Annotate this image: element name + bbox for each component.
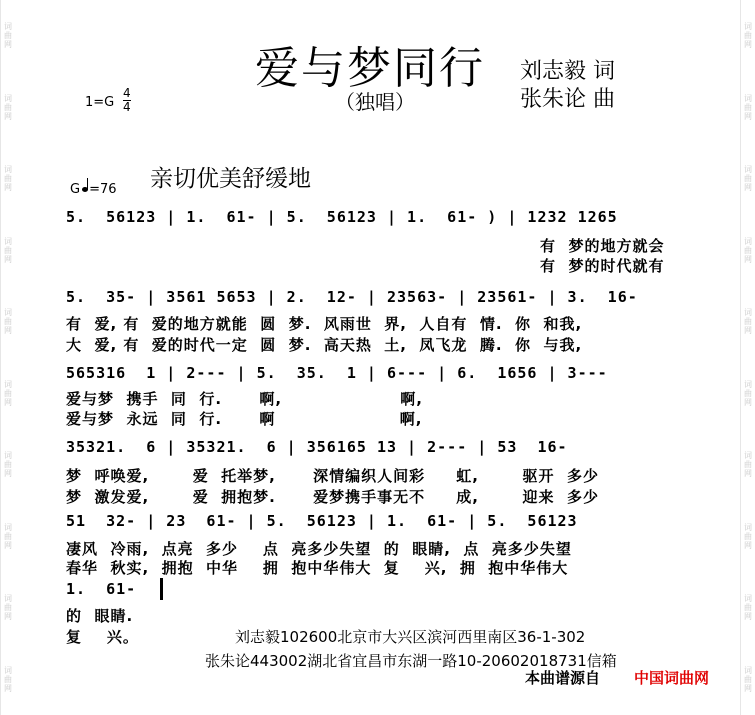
metronome-value: =76 — [89, 182, 117, 197]
watermark-text: 词曲网 — [4, 379, 12, 407]
score-line-5-notes: 51 32- | 23 61- | 5. 56123 | 1. 61- | 5. 56123 — [66, 512, 578, 530]
score-line-6-lyrics-verse-2: 复 兴。 — [66, 628, 139, 646]
tempo-marking: 亲切优美舒缓地 — [150, 166, 311, 192]
score-line-6-lyrics-verse-1: 的 眼睛. — [66, 607, 134, 625]
watermark-text: 词曲网 — [744, 451, 752, 479]
watermark-text: 词曲网 — [4, 236, 12, 264]
source-site-link[interactable]: 中国词曲网 — [634, 669, 710, 687]
watermark-text: 词曲网 — [4, 308, 12, 336]
watermark-text: 词曲网 — [744, 236, 752, 264]
score-line-5-lyrics-verse-2: 春华 秋实, 拥抱 中华 拥 抱中华伟大 复 兴, 拥 抱中华伟大 — [66, 559, 569, 577]
score-line-5-lyrics-verse-1: 凄风 冷雨, 点亮 多少 点 亮多少失望 的 眼睛, 点 亮多少失望 — [66, 540, 572, 558]
score-line-4-lyrics-verse-1: 梦 呼唤爱, 爱 托举梦, 深情编织人间彩 虹, 驱开 多少 — [66, 467, 599, 485]
watermark-text: 词曲网 — [744, 93, 752, 121]
song-title: 爱与梦同行 — [255, 43, 485, 94]
watermark-text: 词曲网 — [4, 165, 12, 193]
watermark-text: 词曲网 — [744, 22, 752, 50]
score-line-4-lyrics-verse-2: 梦 激发爱, 爱 拥抱梦. 爱梦携手事无不 成, 迎来 多少 — [66, 488, 599, 506]
watermark-strip-right — [740, 0, 755, 715]
watermark-text: 词曲网 — [4, 93, 12, 121]
song-subtitle: （独唱） — [335, 90, 415, 114]
watermark-text: 词曲网 — [4, 22, 12, 50]
watermark-text: 词曲网 — [744, 165, 752, 193]
source-label: 本曲谱源自 — [525, 669, 601, 687]
final-barline — [160, 578, 163, 600]
score-line-3-lyrics-verse-1: 爱与梦 携手 同 行. 啊, 啊, — [66, 390, 423, 408]
score-line-3-lyrics-verse-2: 爱与梦 永远 同 行. 啊 啊, — [66, 410, 423, 428]
score-line-1-lyrics-verse-1: 有 梦的地方就会 — [540, 237, 665, 255]
watermark-text: 词曲网 — [4, 451, 12, 479]
time-signature — [123, 88, 131, 113]
watermark-text: 词曲网 — [4, 522, 12, 550]
watermark-text: 词曲网 — [744, 522, 752, 550]
watermark-text: 词曲网 — [744, 308, 752, 336]
watermark-text: 词曲网 — [4, 594, 12, 622]
meter-top: 4 — [123, 86, 131, 100]
composer-address: 张朱论443002湖北省宜昌市东湖一路10-20602018731信箱 — [205, 652, 617, 670]
quarter-note-icon — [82, 187, 88, 192]
watermark-strip-left — [0, 0, 15, 715]
lyricist-address: 刘志毅102600北京市大兴区滨河西里南区36-1-302 — [235, 628, 586, 646]
metronome-prefix: G — [70, 182, 81, 197]
metronome-mark — [70, 182, 117, 197]
score-line-2-lyrics-verse-2: 大 爱, 有 爱的时代一定 圆 梦. 高天热 土, 凤飞龙 腾. 你 与我, — [66, 336, 583, 354]
score-line-1-lyrics-verse-2: 有 梦的时代就有 — [540, 257, 665, 275]
watermark-text: 词曲网 — [4, 665, 12, 693]
score-line-2-notes: 5. 35- | 3561 5653 | 2. 12- | 23563- | 23561- | 3. 16- — [66, 288, 638, 306]
watermark-text: 词曲网 — [744, 665, 752, 693]
composer-credit: 张朱论 曲 — [520, 87, 615, 112]
key-signature: 1=G — [85, 95, 115, 110]
score-line-1-notes: 5. 56123 | 1. 61- | 5. 56123 | 1. 61- ) | 1232 1265 — [66, 208, 618, 226]
lyricist-credit: 刘志毅 词 — [520, 59, 615, 84]
watermark-text: 词曲网 — [744, 594, 752, 622]
watermark-text: 词曲网 — [744, 379, 752, 407]
score-line-3-notes: 565316 1 | 2--- | 5. 35. 1 | 6--- | 6. 1656 | 3--- — [66, 364, 608, 382]
meter-bottom: 4 — [123, 100, 131, 114]
score-line-2-lyrics-verse-1: 有 爱, 有 爱的地方就能 圆 梦. 风雨世 界, 人自有 情. 你 和我, — [66, 315, 583, 333]
score-line-4-notes: 35321. 6 | 35321. 6 | 356165 13 | 2--- | 53 16- — [66, 438, 568, 456]
score-line-6-notes: 1. 61- — [66, 580, 137, 598]
